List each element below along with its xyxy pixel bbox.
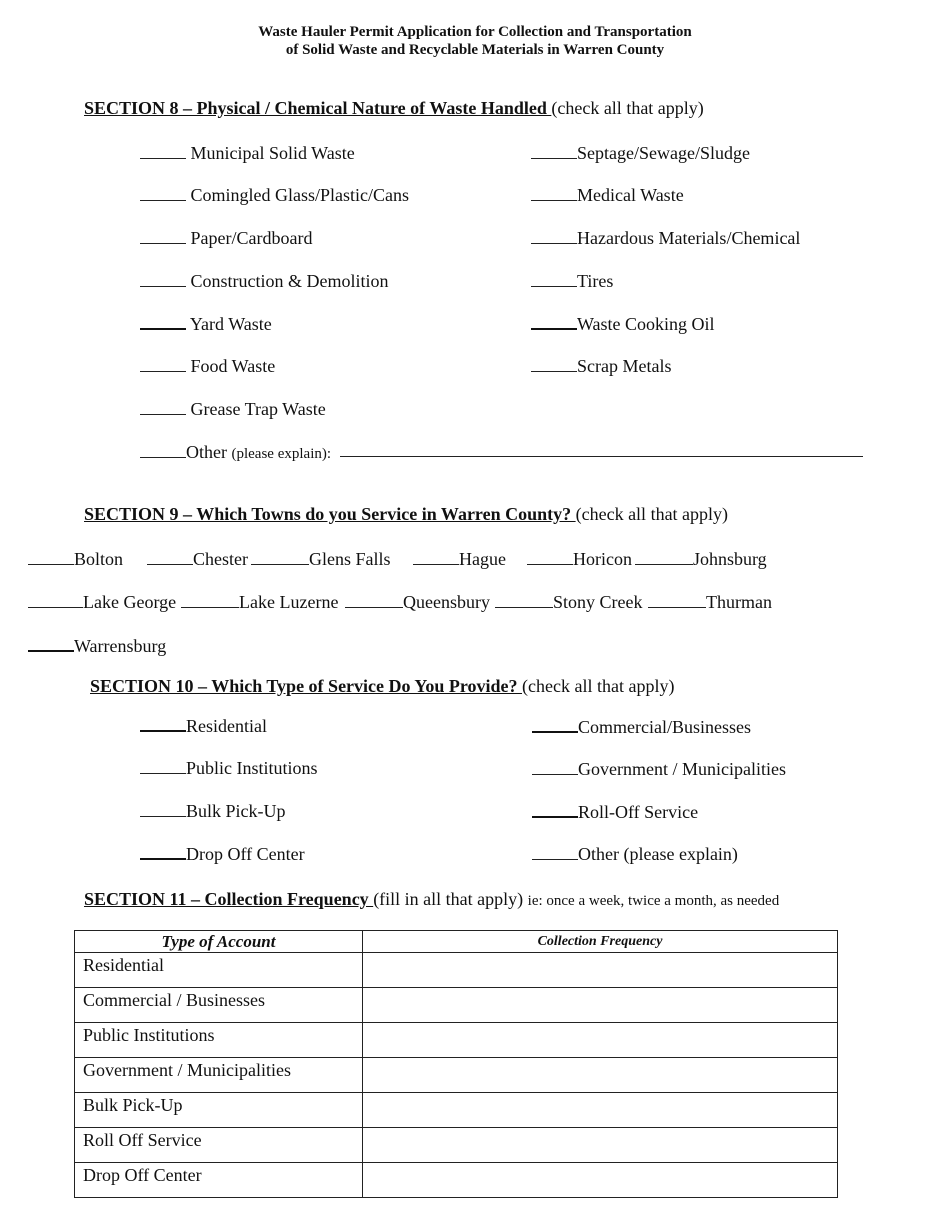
frequency-input-cell[interactable] <box>363 1093 838 1128</box>
check-blank[interactable] <box>527 548 573 565</box>
check-blank[interactable] <box>28 591 83 608</box>
option-label: Other (please explain) <box>578 844 738 864</box>
town-option[interactable] <box>495 591 643 611</box>
service-option[interactable] <box>532 843 738 863</box>
town-label: Johnsburg <box>693 549 767 569</box>
option-label: Scrap Metals <box>577 356 672 376</box>
town-label: Bolton <box>74 549 124 569</box>
town-label: Thurman <box>706 592 772 612</box>
account-type-cell: Bulk Pick-Up <box>75 1093 363 1128</box>
waste-option[interactable] <box>531 227 800 247</box>
option-label: Government / Municipalities <box>578 759 786 779</box>
check-blank[interactable] <box>28 548 74 565</box>
waste-option[interactable] <box>140 270 389 290</box>
check-blank[interactable] <box>532 715 578 733</box>
option-label: Paper/Cardboard <box>190 228 313 248</box>
form-title-line1: Waste Hauler Permit Application for Collection and Transportation <box>258 24 692 40</box>
service-option[interactable] <box>532 758 786 778</box>
service-option[interactable] <box>140 800 286 820</box>
waste-option[interactable] <box>531 270 613 290</box>
town-option[interactable] <box>28 591 176 611</box>
town-label: Warrensburg <box>74 636 167 656</box>
section11-title: SECTION 11 – Collection Frequency <box>84 889 374 909</box>
option-label: Tires <box>577 271 614 291</box>
waste-option[interactable] <box>531 312 715 333</box>
waste-option[interactable] <box>140 227 312 247</box>
town-label: Glens Falls <box>309 549 391 569</box>
check-blank[interactable] <box>140 842 186 860</box>
check-blank[interactable] <box>251 548 309 565</box>
town-label: Hague <box>459 549 506 569</box>
option-label: Municipal Solid Waste <box>190 143 355 163</box>
option-label: Septage/Sewage/Sludge <box>577 143 750 163</box>
table-header-row <box>75 931 838 953</box>
option-label: Medical Waste <box>577 185 684 205</box>
town-option[interactable] <box>28 548 123 568</box>
option-label: Grease Trap Waste <box>190 399 326 419</box>
check-blank[interactable] <box>532 843 578 860</box>
town-option[interactable] <box>635 548 767 568</box>
table-row <box>75 1023 838 1058</box>
town-option[interactable] <box>28 634 166 655</box>
section10-title: SECTION 10 – Which Type of Service Do You Provide? <box>90 676 523 696</box>
frequency-input-cell[interactable] <box>363 988 838 1023</box>
account-type-cell: Public Institutions <box>75 1023 363 1058</box>
frequency-input-cell[interactable] <box>363 1128 838 1163</box>
option-label: Hazardous Materials/Chemical <box>577 228 801 248</box>
waste-option[interactable] <box>140 142 355 162</box>
option-label: Construction & Demolition <box>190 271 389 291</box>
waste-option[interactable] <box>531 184 684 204</box>
town-label: Lake Luzerne <box>239 592 339 612</box>
town-option[interactable] <box>251 548 391 568</box>
town-label: Chester <box>193 549 248 569</box>
check-blank[interactable] <box>345 591 403 608</box>
check-blank[interactable] <box>531 142 577 159</box>
waste-option[interactable] <box>140 184 409 204</box>
check-blank[interactable] <box>532 800 578 818</box>
check-blank[interactable] <box>181 591 239 608</box>
waste-option[interactable] <box>140 398 326 418</box>
town-option[interactable] <box>181 591 338 611</box>
col-collection-frequency: Collection Frequency <box>363 931 838 953</box>
other-note: (please explain): <box>231 446 332 462</box>
frequency-input-cell[interactable] <box>363 1023 838 1058</box>
town-option[interactable] <box>345 591 490 611</box>
section9-heading <box>84 505 728 523</box>
check-blank[interactable] <box>635 548 693 565</box>
account-type-cell: Roll Off Service <box>75 1128 363 1163</box>
town-option[interactable] <box>527 548 632 568</box>
check-blank[interactable] <box>140 441 186 458</box>
check-blank[interactable] <box>140 142 186 159</box>
option-label: Bulk Pick-Up <box>186 801 286 821</box>
check-blank[interactable] <box>531 227 577 244</box>
section10-heading <box>90 677 674 695</box>
waste-option[interactable] <box>531 142 750 162</box>
option-label: Public Institutions <box>186 758 318 778</box>
option-label: Drop Off Center <box>186 844 305 864</box>
service-option[interactable] <box>532 715 751 736</box>
check-blank[interactable] <box>531 270 577 287</box>
section11-note: (fill in all that apply) <box>373 889 524 909</box>
check-blank[interactable] <box>413 548 459 565</box>
waste-option[interactable] <box>531 355 671 375</box>
check-blank[interactable] <box>531 312 577 330</box>
check-blank[interactable] <box>495 591 553 608</box>
frequency-input-cell[interactable] <box>363 1058 838 1093</box>
check-blank[interactable] <box>140 270 186 287</box>
option-label: Food Waste <box>190 356 276 376</box>
check-blank[interactable] <box>140 757 186 774</box>
town-label: Lake George <box>83 592 177 612</box>
section8-title: SECTION 8 – Physical / Chemical Nature of Waste Handled <box>84 98 552 118</box>
section8-heading <box>84 99 704 117</box>
col-type-of-account: Type of Account <box>75 931 363 953</box>
service-option[interactable] <box>140 757 318 777</box>
account-type-cell: Residential <box>75 953 363 988</box>
form-title-line2: of Solid Waste and Recyclable Materials in Warren County <box>285 42 665 58</box>
town-option[interactable] <box>648 591 772 611</box>
service-option[interactable] <box>140 842 305 863</box>
town-label: Queensbury <box>403 592 490 612</box>
check-blank[interactable] <box>648 591 706 608</box>
check-blank[interactable] <box>140 227 186 244</box>
check-blank[interactable] <box>532 758 578 775</box>
check-blank[interactable] <box>140 714 186 732</box>
check-blank[interactable] <box>140 355 186 372</box>
table-row <box>75 1058 838 1093</box>
waste-option[interactable] <box>140 355 275 375</box>
waste-option[interactable] <box>140 312 272 333</box>
table-row <box>75 953 838 988</box>
section8-note: (check all that apply) <box>551 98 704 118</box>
town-option[interactable] <box>413 548 506 568</box>
frequency-input-cell[interactable] <box>363 1163 838 1198</box>
check-blank[interactable] <box>140 312 186 330</box>
section11-hint: ie: once a week, twice a month, as needed <box>527 893 780 909</box>
table-row <box>75 988 838 1023</box>
check-blank[interactable] <box>140 184 186 201</box>
check-blank[interactable] <box>140 398 186 415</box>
section9-note: (check all that apply) <box>575 504 729 524</box>
option-label: Commercial/Businesses <box>578 717 751 737</box>
check-blank[interactable] <box>28 634 74 652</box>
section10-note: (check all that apply) <box>522 676 675 696</box>
other-explain-line[interactable] <box>340 456 863 457</box>
town-label: Horicon <box>573 549 632 569</box>
account-type-cell: Commercial / Businesses <box>75 988 363 1023</box>
option-label: Residential <box>186 716 267 736</box>
check-blank[interactable] <box>147 548 193 565</box>
table-row <box>75 1128 838 1163</box>
option-label: Roll-Off Service <box>578 802 699 822</box>
collection-frequency-table <box>74 930 838 1198</box>
check-blank[interactable] <box>531 184 577 201</box>
service-option[interactable] <box>532 800 698 821</box>
option-label: Waste Cooking Oil <box>577 314 715 334</box>
waste-option-other[interactable] <box>140 441 331 462</box>
table-row <box>75 1163 838 1198</box>
frequency-input-cell[interactable] <box>363 953 838 988</box>
service-option[interactable] <box>140 714 267 735</box>
town-label: Stony Creek <box>553 592 643 612</box>
table-row <box>75 1093 838 1128</box>
option-label: Comingled Glass/Plastic/Cans <box>190 185 409 205</box>
option-label: Yard Waste <box>189 314 272 334</box>
check-blank[interactable] <box>531 355 577 372</box>
town-option[interactable] <box>147 548 248 568</box>
section9-title: SECTION 9 – Which Towns do you Service in Warren County? <box>84 504 576 524</box>
account-type-cell: Drop Off Center <box>75 1163 363 1198</box>
option-label: Other <box>186 442 227 462</box>
section11-heading <box>84 890 779 909</box>
check-blank[interactable] <box>140 800 186 817</box>
account-type-cell: Government / Municipalities <box>75 1058 363 1093</box>
